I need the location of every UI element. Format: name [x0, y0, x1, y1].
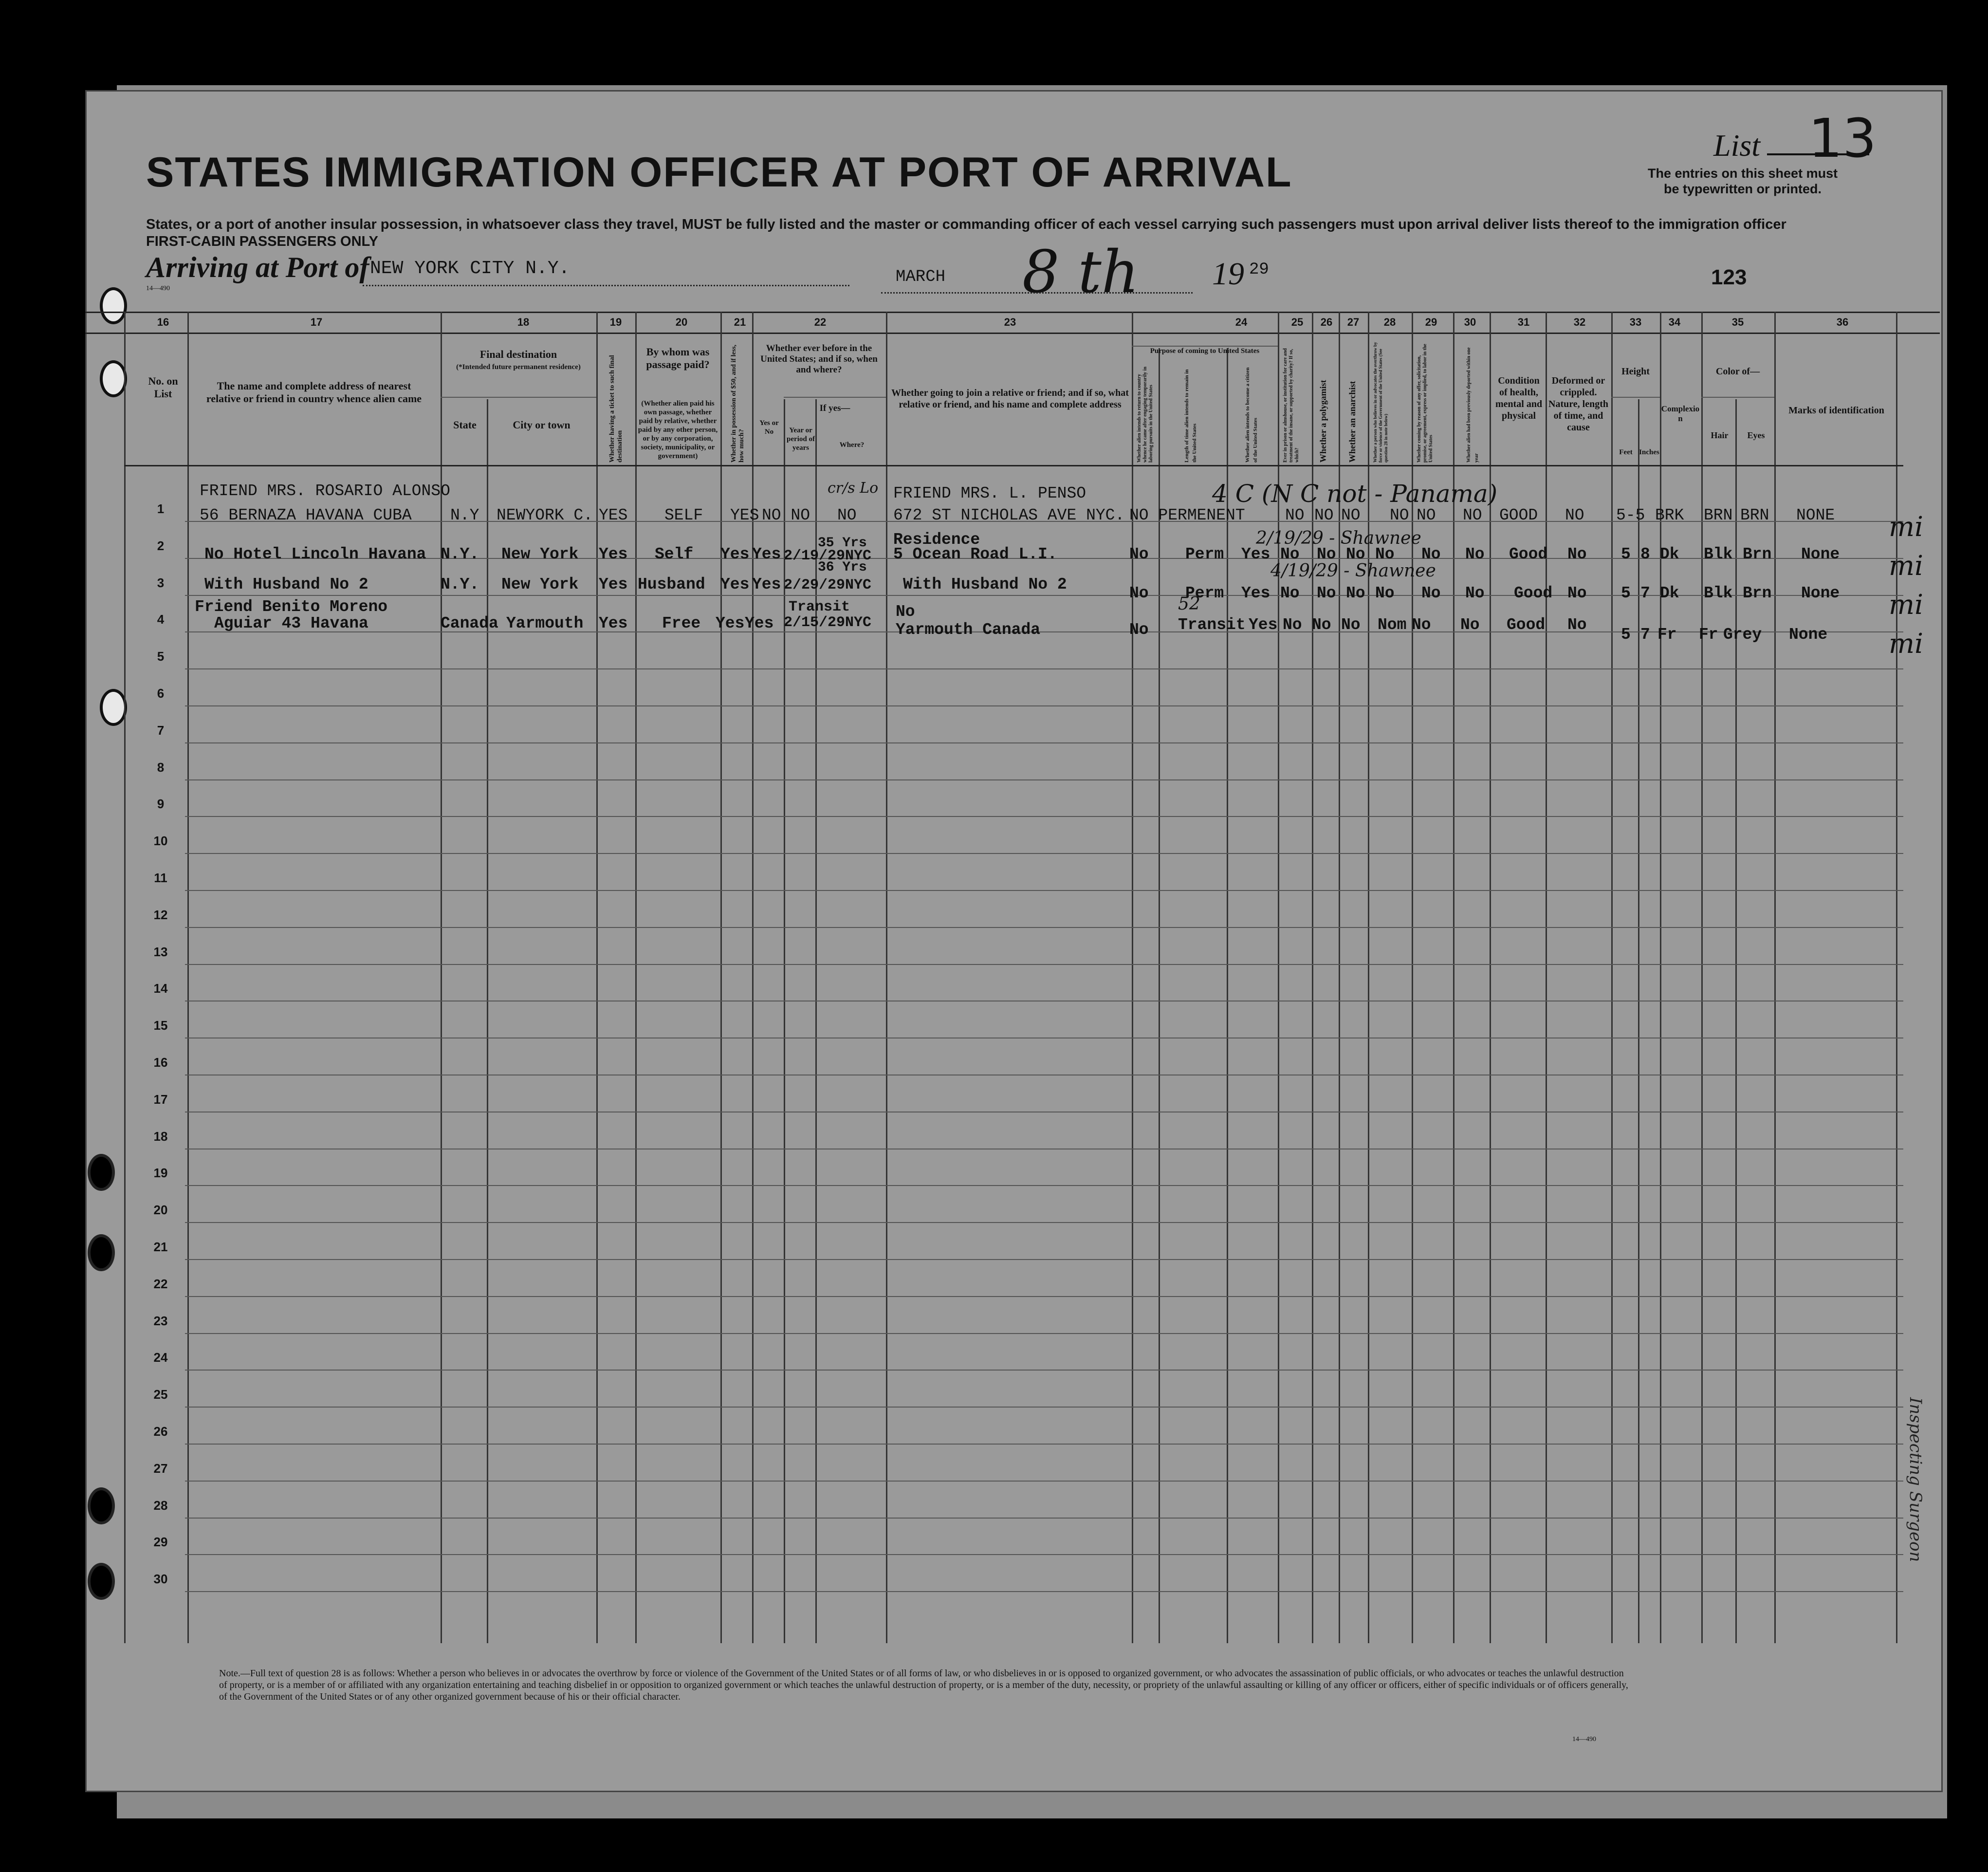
margin-handwritten-note: Inspecting Surgeon	[1906, 1397, 1925, 1562]
row4-years-above: Transit	[789, 599, 850, 615]
header-where: Where?	[839, 441, 865, 449]
subheader-rule	[1132, 346, 1278, 347]
column-rule	[1159, 348, 1160, 1643]
column-rule	[1638, 399, 1639, 1643]
footnote-question-28: Note.—Full text of question 28 is as follows: Whether a person who believes in or advocates the overthrow by force or violence of the Government of the United States or of all forms of law, or who disbelieves in or is opposed to organized government, or who advocates the assassination of public officials, or who advocates or teaches the unlawful destruction of property, or is a member of or affiliated with any organization entertaining and teaching disbelief in or opposition to organized government or which teaches the unlawful destruction of property, or is a member of the duty, necessity, or propriety of the unlawful assaulting or killing of any officer or officers, either of specific individuals or of officers generally, of the Government of the United States or of any other organized government because of his or their official character.	[219, 1668, 1628, 1702]
row-number: 14	[153, 981, 168, 996]
row4-state: Canada	[441, 614, 498, 632]
row1-deformed: NO	[1565, 506, 1584, 524]
row-rule	[185, 1185, 1903, 1186]
row-rule	[185, 1444, 1903, 1445]
inspector-initials: mi	[1889, 511, 1924, 543]
row3-years: 2/29/29NYC	[784, 577, 872, 593]
binder-hole	[88, 1563, 115, 1600]
row-rule	[185, 1518, 1903, 1519]
header-prison: Ever in prison or almshouse, or institution for care and treatment of the insane, or supported by charity? If so, which?	[1283, 348, 1300, 463]
row2-annotation: 2/19/29 - Shawnee	[1256, 528, 1421, 548]
header-paid-by-note: (Whether alien paid his own passage, whether paid by relative, whether paid by any other person, or by any corporation, society, municipality, or government)	[638, 400, 718, 460]
column-number: 21	[734, 316, 746, 328]
row-number: 10	[153, 834, 168, 849]
header-question-29: Whether coming by reason of any offer, solicitation, promise, or agreement, express or implied, to labor in the United States	[1417, 344, 1434, 463]
header-purpose: Purpose of coming to United States	[1150, 347, 1260, 355]
row4-hair: Fr	[1699, 626, 1718, 644]
row2-before: Yes	[752, 545, 781, 563]
header-bottom-rule	[124, 465, 1903, 466]
header-anarchist: Whether an anarchist	[1347, 381, 1357, 463]
row-rule	[185, 1333, 1903, 1334]
row2-paid-by: Self	[655, 545, 694, 563]
row1-where: NO	[837, 506, 857, 524]
row-rule	[185, 1481, 1903, 1482]
row1-paid-by: SELF	[664, 506, 703, 524]
header-polygamist: Whether a polygamist	[1318, 380, 1328, 463]
column-rule	[1735, 399, 1737, 1643]
date-underline	[881, 292, 1193, 294]
column-number: 35	[1731, 316, 1744, 328]
list-underline	[1767, 153, 1869, 155]
row-rule	[185, 668, 1903, 669]
row2-city: New York	[501, 545, 579, 563]
row1-height: 5-5	[1616, 506, 1645, 524]
header-yes-or-no: Yes or No	[759, 419, 779, 436]
row3-q29: No	[1421, 584, 1441, 602]
row2-ticket: Yes	[599, 545, 628, 563]
row1-city: NEWYORK C.	[497, 506, 593, 524]
arriving-label: Arriving at Port of	[146, 251, 369, 283]
instructions-text: States, or a port of another insular possession, in whatsoever class they travel, MUST be fully listed and the master or commanding officer of each vessel carrying such passengers must upon arrival deliver lists thereof to the immigration officer	[146, 217, 1786, 232]
header-city: City or town	[513, 419, 571, 431]
row4-purpose-c: Yes	[1249, 616, 1278, 634]
row3-ticket: Yes	[599, 575, 628, 593]
row2-eyes: Brn	[1743, 545, 1772, 563]
row-number: 1	[157, 501, 165, 516]
row1-before: NO NO	[762, 506, 810, 524]
row-rule	[185, 705, 1903, 706]
column-rule	[124, 312, 126, 1643]
row1-q29: NO	[1417, 506, 1436, 524]
row3-deformed: No	[1567, 584, 1587, 602]
row-rule	[185, 964, 1903, 965]
row3-health: Good	[1514, 584, 1553, 602]
row2-q29: No	[1421, 545, 1441, 563]
column-number: 31	[1517, 316, 1530, 328]
row2-inches: 8	[1640, 545, 1650, 563]
row-number: 17	[153, 1092, 168, 1107]
inspector-initials: mi	[1889, 628, 1924, 660]
header-feet: Feet	[1619, 448, 1633, 456]
header-eyes: Eyes	[1747, 430, 1765, 440]
column-number: 16	[157, 316, 169, 328]
row3-purpose-b: Perm	[1185, 584, 1224, 602]
header-hair: Hair	[1711, 430, 1729, 440]
row4-purpose-a: No	[1129, 621, 1149, 639]
row-rule	[185, 1407, 1903, 1408]
row2-complexion: Dk	[1660, 545, 1679, 563]
row1-marks: NONE	[1796, 506, 1835, 524]
row1-purpose: NO PERMENENT	[1129, 506, 1245, 524]
binder-hole	[100, 360, 127, 397]
row2-deformed: No	[1567, 545, 1587, 563]
list-number: 13	[1808, 107, 1877, 169]
row2-money: Yes	[720, 545, 750, 563]
sheet-number: 123	[1711, 265, 1747, 289]
row4-marks: None	[1789, 626, 1828, 644]
row-number: 12	[153, 907, 168, 922]
header-final-destination: Final destination	[479, 348, 557, 360]
row1-where-handwriting: cr/s Lo	[828, 480, 879, 497]
cabin-class: FIRST-CABIN PASSENGERS ONLY	[146, 234, 378, 249]
header-state: State	[453, 419, 477, 431]
column-number: 19	[609, 316, 622, 328]
binder-hole	[88, 1154, 115, 1191]
row4-before: Yes	[745, 614, 774, 632]
row2-health: Good	[1509, 545, 1548, 563]
row3-hair: Blk	[1704, 584, 1733, 602]
header-final-destination-note: (*Intended future permanent residence)	[456, 363, 581, 371]
row3-inches: 7	[1640, 584, 1650, 602]
row4-relative-line1: Friend Benito Moreno	[195, 598, 388, 616]
row1-join-line2: 672 ST NICHOLAS AVE NYC.	[893, 506, 1125, 524]
row2-q28: No	[1375, 545, 1395, 563]
row-rule	[185, 927, 1903, 928]
row-number: 11	[154, 871, 167, 885]
row-rule	[185, 816, 1903, 817]
header-join-relative: Whether going to join a relative or friend; and if so, what relative or friend, and his name and complete address	[891, 388, 1129, 410]
subheader-rule	[441, 397, 596, 398]
column-number: 29	[1425, 316, 1437, 328]
row-number: 27	[153, 1461, 168, 1476]
row-rule	[185, 742, 1903, 743]
row-rule	[185, 1296, 1903, 1297]
row4-q28: Nom	[1378, 616, 1407, 634]
subheader-rule	[784, 397, 886, 398]
row4-prison: No	[1283, 616, 1302, 634]
row4-years: 2/15/29NYC	[784, 614, 872, 631]
column-rule	[1227, 348, 1228, 1643]
column-number: 34	[1668, 316, 1681, 328]
row-number: 23	[153, 1313, 168, 1328]
inspector-initials: mi	[1889, 550, 1924, 582]
row-rule	[185, 1591, 1903, 1592]
row2-hair: Blk	[1704, 545, 1733, 563]
column-number: 17	[310, 316, 323, 328]
row3-years-above: 36 Yrs	[818, 560, 867, 575]
header-purpose-a: Whether alien intends to return to country whence he came after engaging temporarily in laboring pursuits in the United States	[1137, 367, 1154, 463]
row1-q30: NO	[1463, 506, 1482, 524]
header-deformed: Deformed or crippled. Nature, length of time, and cause	[1548, 375, 1608, 433]
row4-q30: No	[1460, 616, 1480, 634]
row3-join-line1: With Husband No 2	[903, 575, 1067, 593]
header-before-in-us: Whether ever before in the United States; and if so, when and where?	[760, 343, 878, 375]
port-underline	[363, 285, 849, 286]
column-number: 24	[1235, 316, 1248, 328]
row2-anarchist: No	[1346, 545, 1365, 563]
column-number: 18	[517, 316, 530, 328]
row-number: 29	[153, 1535, 168, 1550]
row4-city: Yarmouth	[506, 614, 584, 632]
row1-polygamist: NO	[1314, 506, 1334, 524]
manifest-sheet	[85, 90, 1943, 1792]
header-question-30: Whether alien had been previously deported within one year	[1466, 347, 1479, 463]
column-number: 33	[1629, 316, 1642, 328]
row3-city: New York	[501, 575, 579, 593]
row3-polygamist: No	[1317, 584, 1336, 602]
row4-money: Yes	[716, 614, 745, 632]
row-number: 13	[153, 944, 168, 959]
header-ticket: Whether having a ticket to such final destination	[608, 355, 624, 463]
row3-feet: 5	[1621, 584, 1631, 602]
binder-hole	[88, 1487, 115, 1524]
port-value: NEW YORK CITY N.Y.	[370, 258, 570, 279]
row2-join-line1: 5 Ocean Road L.I.	[893, 545, 1057, 563]
subheader-rule	[1701, 397, 1774, 398]
row-number: 6	[157, 686, 165, 701]
subheader-rule	[1611, 397, 1660, 398]
row1-relative-line1: FRIEND MRS. ROSARIO ALONSO	[200, 482, 450, 500]
row2-purpose-b: Perm	[1185, 545, 1224, 563]
row1-q28: NO	[1390, 506, 1409, 524]
row4-complexion: Fr	[1657, 626, 1677, 644]
header-question-28: Whether a person who believes in or advocates the overthrow by force or violence of the Government of the United States (See question 28 in note below)	[1373, 342, 1388, 463]
row3-relative: With Husband No 2	[204, 575, 368, 593]
row2-years-above: 35 Yrs	[818, 536, 867, 551]
row-rule	[185, 779, 1903, 780]
row3-state: N.Y.	[441, 575, 479, 593]
row4-q29: No	[1412, 616, 1431, 634]
row-number: 30	[153, 1572, 168, 1587]
binder-hole	[88, 1234, 115, 1271]
header-purpose-c: Whether alien intends to become a citizen of the United States	[1245, 367, 1258, 463]
row3-anarchist: No	[1346, 584, 1365, 602]
row1-state: N.Y	[450, 506, 479, 524]
row-rule	[185, 1222, 1903, 1223]
column-number: 28	[1383, 316, 1396, 328]
row1-annotation: 4 C (N C not - Panama)	[1212, 480, 1498, 508]
list-label: List	[1713, 128, 1761, 163]
row3-q30: No	[1465, 584, 1485, 602]
row-number: 2	[157, 538, 165, 553]
header-nearest-relative: The name and complete address of nearest relative or friend in country whence alien came	[206, 380, 422, 405]
column-number: 27	[1347, 316, 1360, 328]
row4-health: Good	[1507, 616, 1546, 634]
header-health: Condition of health, mental and physical	[1495, 375, 1543, 421]
row-number: 18	[153, 1129, 168, 1144]
row4-join-line2: Yarmouth Canada	[896, 621, 1041, 639]
row2-q30: No	[1465, 545, 1485, 563]
row3-q28: No	[1375, 584, 1395, 602]
row3-prison: No	[1280, 584, 1300, 602]
row-number: 25	[153, 1387, 168, 1402]
header-complexion: Complexion	[1661, 404, 1700, 423]
header-money: Whether in possession of $50, and if less, how much?	[730, 344, 745, 463]
column-number: 36	[1836, 316, 1849, 328]
header-if-yes: If yes—	[819, 403, 850, 413]
row3-eyes: Brn	[1743, 584, 1772, 602]
row-number: 24	[153, 1350, 168, 1365]
row-number: 9	[157, 797, 165, 812]
row1-anarchist: NO	[1341, 506, 1361, 524]
row-number: 21	[153, 1240, 168, 1254]
column-number-strip	[85, 312, 1940, 334]
header-inches: Inches	[1639, 448, 1659, 456]
header-paid-by: By whom was passage paid?	[646, 346, 710, 371]
header-color-of: Color of—	[1715, 366, 1760, 377]
row4-ticket: Yes	[599, 614, 628, 632]
header-marks: Marks of identification	[1788, 405, 1884, 416]
row-number: 20	[153, 1203, 168, 1218]
year-suffix: 29	[1249, 260, 1269, 279]
header-no-on-list: No. on List	[148, 375, 178, 400]
row-number: 16	[153, 1055, 168, 1070]
row1-complexion: BRK	[1655, 506, 1684, 524]
column-number: 25	[1291, 316, 1304, 328]
row2-relative: No Hotel Lincoln Havana	[204, 545, 426, 563]
row4-purpose-b: Transit	[1178, 616, 1246, 634]
row4-inches: 7	[1640, 626, 1650, 644]
row3-money: Yes	[720, 575, 750, 593]
row4-paid-by: Free	[662, 614, 701, 632]
row3-marks: None	[1801, 584, 1840, 602]
row1-hair: BRN	[1704, 506, 1733, 524]
row1-health: GOOD	[1499, 506, 1538, 524]
row1-ticket: YES	[599, 506, 628, 524]
row-number: 7	[157, 723, 165, 738]
row4-polygamist: No	[1312, 616, 1331, 634]
column-number: 30	[1464, 316, 1476, 328]
row4-join-line1: No	[896, 603, 915, 621]
form-code: 14—490	[146, 285, 170, 292]
row3-purpose-c: Yes	[1241, 584, 1270, 602]
row-rule	[185, 890, 1903, 891]
header-purpose-b: Length of time alien intends to remain in the United States	[1184, 369, 1197, 463]
row4-deformed: No	[1567, 616, 1587, 634]
row1-relative-line2: 56 BERNAZA HAVANA CUBA	[200, 506, 412, 524]
row2-years: 2/19/29NYC	[784, 548, 872, 564]
row-number: 22	[153, 1276, 168, 1291]
row2-marks: None	[1801, 545, 1840, 563]
day-value: 8 th	[1022, 239, 1139, 306]
row-number: 4	[157, 612, 165, 627]
row-rule	[185, 1259, 1903, 1260]
row2-state: N.Y.	[441, 545, 479, 563]
column-number: 26	[1320, 316, 1333, 328]
row2-purpose-c: Yes	[1241, 545, 1270, 563]
row-number: 28	[153, 1498, 168, 1513]
row-number: 5	[157, 649, 165, 664]
row-rule	[185, 1554, 1903, 1555]
row1-money: YES	[730, 506, 759, 524]
row-number: 8	[157, 760, 165, 775]
row-rule	[185, 1370, 1903, 1371]
row2-join-line0: Residence	[893, 531, 980, 549]
row-number: 3	[157, 575, 165, 590]
row2-purpose-a: No	[1129, 545, 1149, 563]
row-rule	[185, 853, 1903, 854]
header-height: Height	[1621, 366, 1650, 377]
entries-note: The entries on this sheet must be typewritten or printed.	[1648, 166, 1838, 196]
column-number: 20	[675, 316, 688, 328]
row4-eyes: Grey	[1723, 626, 1762, 644]
row3-before: Yes	[752, 575, 781, 593]
row3-purpose-a: No	[1129, 584, 1149, 602]
row3-complexion: Dk	[1660, 584, 1679, 602]
row1-eyes: BRN	[1740, 506, 1769, 524]
header-years: Year or period of years	[787, 426, 815, 452]
column-number: 32	[1573, 316, 1586, 328]
column-number: 22	[814, 316, 827, 328]
row1-join-line1: FRIEND MRS. L. PENSO	[893, 484, 1086, 502]
row-number: 19	[153, 1166, 168, 1181]
column-rule	[487, 399, 488, 1643]
row2-feet: 5	[1621, 545, 1631, 563]
row3-paid-by: Husband	[638, 575, 705, 593]
row2-polygamist: No	[1317, 545, 1336, 563]
row-number: 26	[153, 1424, 168, 1439]
row4-anarchist: No	[1341, 616, 1361, 634]
column-number: 23	[1004, 316, 1016, 328]
row4-feet: 5	[1621, 626, 1631, 644]
binder-hole	[100, 689, 127, 726]
row3-annotation: 4/19/29 - Shawnee	[1270, 561, 1436, 581]
row-number: 15	[153, 1018, 168, 1033]
year-prefix: 19	[1212, 256, 1244, 292]
row2-prison: No	[1280, 545, 1300, 563]
row1-prison: NO	[1285, 506, 1305, 524]
month-value: MARCH	[896, 268, 946, 286]
row4-relative-line2: Aguiar 43 Havana	[214, 614, 368, 632]
inspector-initials: mi	[1889, 589, 1924, 621]
page-title: STATES IMMIGRATION OFFICER AT PORT OF ARRIVAL	[146, 149, 1292, 196]
form-code-bottom: 14—490	[1572, 1736, 1596, 1743]
row4-annotation: 52	[1178, 594, 1200, 614]
